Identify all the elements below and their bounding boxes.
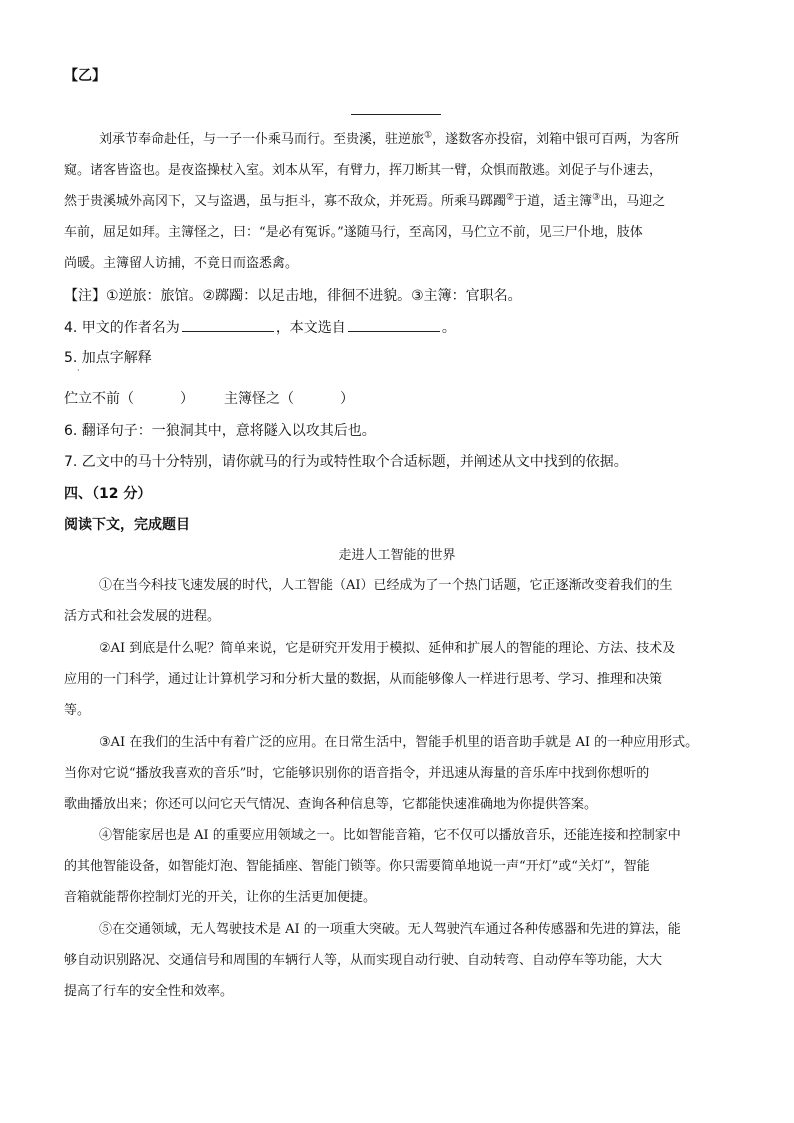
article-p5-line-2: 够自动识别路况、交通信号和周围的车辆行人等，从而实现自动行驶、自动转弯、自动停车等功能，大大: [64, 953, 663, 968]
article-p3-line-1: ③AI 在我们的生活中有着广泛的应用。在日常生活中，智能手机里的语音助手就是 AI 的一种应用形式。: [99, 735, 699, 750]
note-mark-2: ②: [506, 192, 515, 203]
yi-line-3: [64, 192, 665, 212]
article-p3-line-2: 当你对它说“播放我喜欢的音乐”时，它能够识别你的语音指令，并迅速从海量的音乐库中找到你想听的: [64, 766, 650, 781]
article-p2-line-3: 等。: [64, 703, 91, 718]
yi-line-4: 车前，屈足如拜。主簿怪之，曰：“是必有冤诉。”遂随马行，至高冈，马伫立不前，见三尸仆地，肢体: [64, 225, 643, 240]
q5-item-1-close: ）: [180, 391, 194, 407]
q4-text: 4. 甲文的作者名为: [64, 320, 180, 336]
section-yi-heading: 【乙】: [64, 68, 106, 84]
question-7: 7. 乙文中的马十分特别，请你就马的行为或特性取个合适标题，并阐述从文中找到的依据。: [64, 454, 628, 470]
title-blank-line: [351, 114, 441, 115]
answer-blank-source[interactable]: [348, 317, 440, 332]
question-5-title: 5. 加点字解释: [64, 350, 152, 366]
article-p3-line-3: 歌曲播放出来；你还可以问它天气情况、查询各种信息等，它都能快速准确地为你提供答案。: [64, 797, 598, 812]
article-p2-line-1: ②AI 到底是什么呢？简单来说，它是研究开发用于模拟、延伸和扩展人的智能的理论、方法、技术及: [99, 641, 676, 656]
yi-line-5: 尚暖。主簿留人访捕，不竟日而盗悉禽。: [64, 256, 299, 271]
article-p4-line-2: 的其他智能设备，如智能灯泡、智能插座、智能门锁等。你只需要简单地说一声“开灯”或“关灯”，智能: [64, 859, 650, 874]
article-p4-line-1: ④智能家居也是 AI 的重要应用领域之一。比如智能音箱，它不仅可以播放音乐，还能连接和控制家中: [99, 828, 681, 843]
article-p5-line-1: ⑤在交通领域，无人驾驶技术是 AI 的一项重大突破。无人驾驶汽车通过各种传感器和先进的算法，能: [99, 922, 681, 937]
yi-text: 然于贵溪城外高冈下，又与盗遇，虽与拒斗，寡不敌众，并死焉。所乘马踯躅: [64, 194, 507, 209]
q5-item-2: 主簿怪之（: [224, 391, 294, 407]
yi-line-2: 窥。诸客皆盗也。是夜盗操杖入室。刘本从军，有臂力，挥刀断其一臂，众惧而散逃。刘促子与仆速去，: [64, 163, 663, 178]
article-title: 走进人工智能的世界: [338, 548, 456, 563]
note-mark-1: ①: [424, 130, 433, 141]
article-p1-line-2: 活方式和社会发展的进程。: [64, 609, 221, 624]
q4-text: 。: [441, 320, 456, 336]
q5-item-2-close: ）: [340, 391, 354, 407]
q5-item-1: 伫立不前（: [64, 391, 134, 407]
yi-text: ，遂数客亦投宿，刘箱中银可百两，为客所: [432, 132, 680, 147]
article-p5-line-3: 提高了行车的安全性和效率。: [64, 984, 234, 999]
yi-line-1: [99, 130, 679, 150]
question-4: [64, 317, 456, 338]
article-p1-line-1: ①在当今科技飞速发展的时代，人工智能（AI）已经成为了一个热门话题，它正逐渐改变着我们的生: [99, 578, 673, 593]
article-p2-line-2: 应用的一门科学，通过让计算机学习和分析大量的数据，从而能够像人一样进行思考、学习、推理和决策: [64, 672, 663, 687]
instruction: 阅读下文，完成题目: [64, 517, 190, 533]
note-line: 【注】①逆旅：旅馆。②踯躅：以足击地，徘徊不进貌。③主簿：官职名。: [64, 288, 522, 304]
yi-text: 出，马迎之: [600, 194, 666, 209]
q4-text: ，本文选自: [275, 320, 346, 336]
emphasis-dot: ·: [77, 366, 80, 375]
question-5-items: [64, 389, 354, 409]
note-mark-3: ③: [592, 192, 601, 203]
question-6: 6. 翻译句子：一狼洞其中，意将隧入以攻其后也。: [64, 423, 376, 439]
section-4-heading: 四、（12 分）: [64, 486, 152, 502]
article-p4-line-3: 音箱就能帮你控制灯光的开关，让你的生活更加便捷。: [64, 890, 377, 905]
yi-text: 刘承节奉命赴任，与一子一仆乘马而行。至贵溪，驻逆旅: [99, 132, 425, 147]
answer-blank-author[interactable]: [182, 317, 274, 332]
yi-text: 于道，适主簿: [514, 194, 593, 209]
